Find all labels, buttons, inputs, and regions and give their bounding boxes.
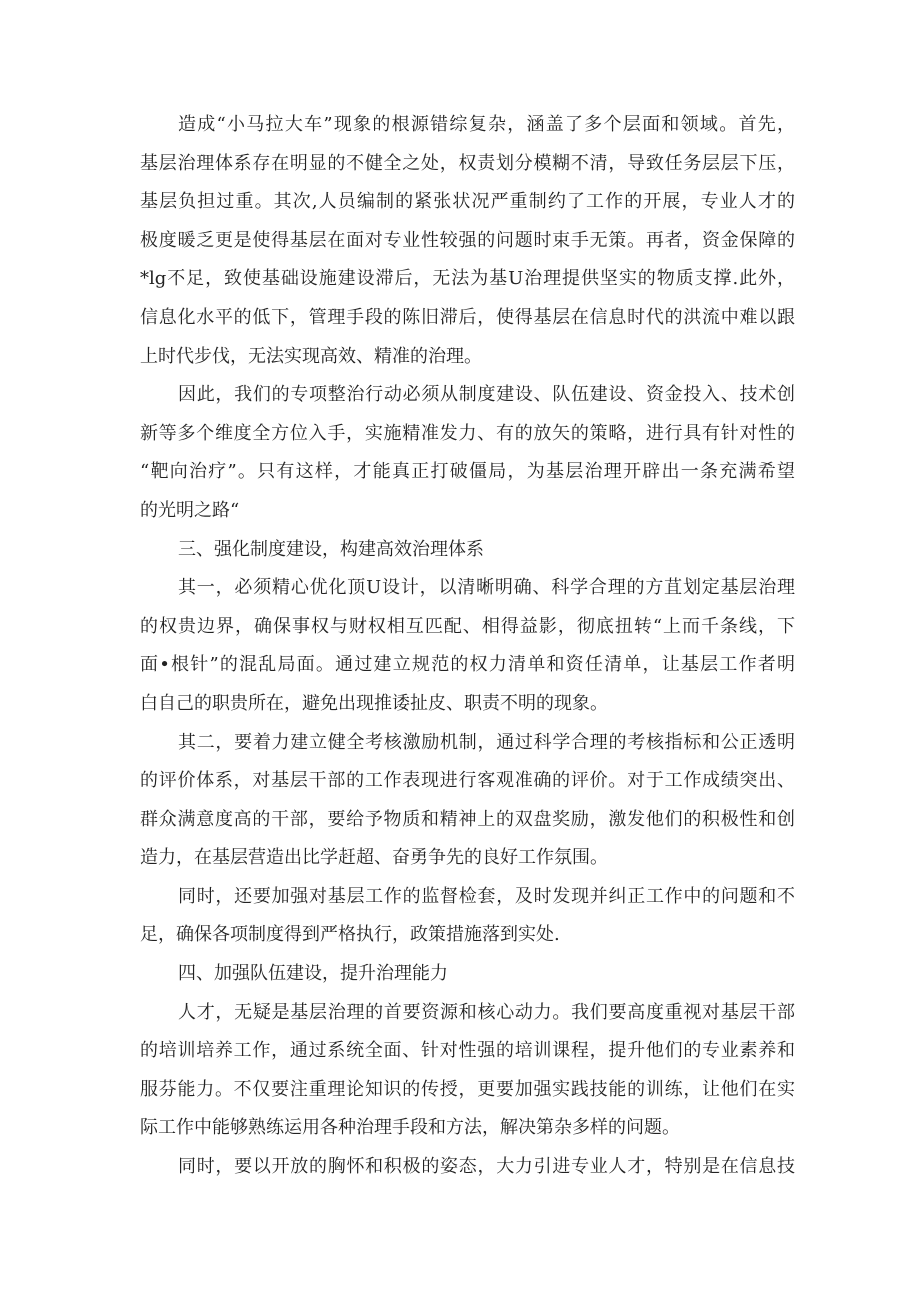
text-line: 其一，必须精心优化顶U设计，以清晰明确、科学合理的方苴划定基层治理 [178,577,795,599]
paragraph-second [140,724,795,878]
text-line: 基层负担过重。其次,人员编制的紧张状况严重制约了工作的开展，专业人才的 [140,191,795,213]
text-line: 人才，无疑是基层治理的首要资源和核心动力。我们要高度重视对基层干部 [178,1001,795,1023]
text-line: 的评价体系，对基层干部的工作表现进行客观准确的评价。对于工作成绩突出、 [140,770,795,792]
text-line: “靶向治疗”。只有这样，才能真正打破僵局，为基层治理开辟出一条充满希望 [140,461,795,483]
text-line: 信息化水平的低下，管理手段的陈旧滞后，使得基层在信息时代的洪流中难以跟 [140,306,795,328]
text-line: 其二，要着力建立健全考核激励机制，通过科学合理的考核指标和公正透明 [178,731,795,753]
text-line: 极度暖乏更是使得基层在面对专业性较强的问题时束手无策。再者，资金保障的 [140,229,795,251]
text-line: 基层治理体系存在明显的不健全之处，权责划分模糊不清，导致任务层层下压， [140,152,795,174]
text-line: 同时，还要加强对基层工作的监督检套，及时发现并纠正工作中的问题和不 [178,885,795,907]
text-line: 的培训培养工作，通过系统全面、针对性强的培训课程，提升他们的专业素养和 [140,1040,795,1062]
text-line: 新等多个维度全方位入手，实施精准发力、有的放矢的策略，进行具有针对性的 [140,422,795,444]
section-heading-3: 三、强化制度建设，构建高效治理体系 [178,538,484,560]
section-heading-4: 四、加强队伍建设，提升治理能力 [178,963,448,985]
text-line: 群众满意度高的干部，要给予物质和精神上的双盘奖励，激发他们的积极性和创 [140,808,795,830]
text-line: 足，确保各项制度得到严格执行，政策措施落到实处. [140,924,560,946]
text-line: 面•根针”的混乱局面。通过建立规范的权力清单和资任清单，让基层工作者明 [140,654,795,676]
text-line: 因此，我们的专项整治行动必须从制度建设、队伍建设、资金投入、技术创 [178,384,795,406]
text-line: 的光明之路“ [140,499,240,521]
paragraph-therefore [140,376,795,530]
text-line: 服芬能力。不仅要注重理论知识的传授，更要加强实践技能的训练，让他们在实 [140,1078,795,1100]
document-page [140,106,795,1187]
paragraph-meanwhile-supervision [140,878,795,955]
text-line: 际工作中能够熟练运用各种治理手段和方法，解决第杂多样的问题。 [140,1117,680,1139]
text-line: 的权贵边界，确保事权与财权相互匹配、相得益影，彻底扭转“上而千条线，下 [140,615,795,637]
text-line: 上时代步伐，无法实现高效、精准的治理。 [140,345,482,367]
text-line: 同时，要以开放的胸怀和积极的姿态，大力引进专业人才，特别是在信息技 [178,1156,795,1178]
paragraph-root-causes [140,106,795,376]
paragraph-meanwhile-recruit [140,1148,795,1187]
text-line: 造力，在基层营造出比学赶超、奋勇争先的良好工作氛围。 [140,847,608,869]
paragraph-first [140,569,795,723]
text-line: 造成“小马拉大车”现象的根源错综复杂，涵盖了多个层面和领域。首先， [178,114,795,135]
paragraph-talent [140,994,795,1148]
text-line: *lg不足，致使基础设施建设滞后，无法为基U治理提供坚实的物质支撑.此外， [140,268,795,290]
text-line: 白自己的职贵所在，避免出现推诿扯皮、职责不明的现象。 [140,692,608,714]
